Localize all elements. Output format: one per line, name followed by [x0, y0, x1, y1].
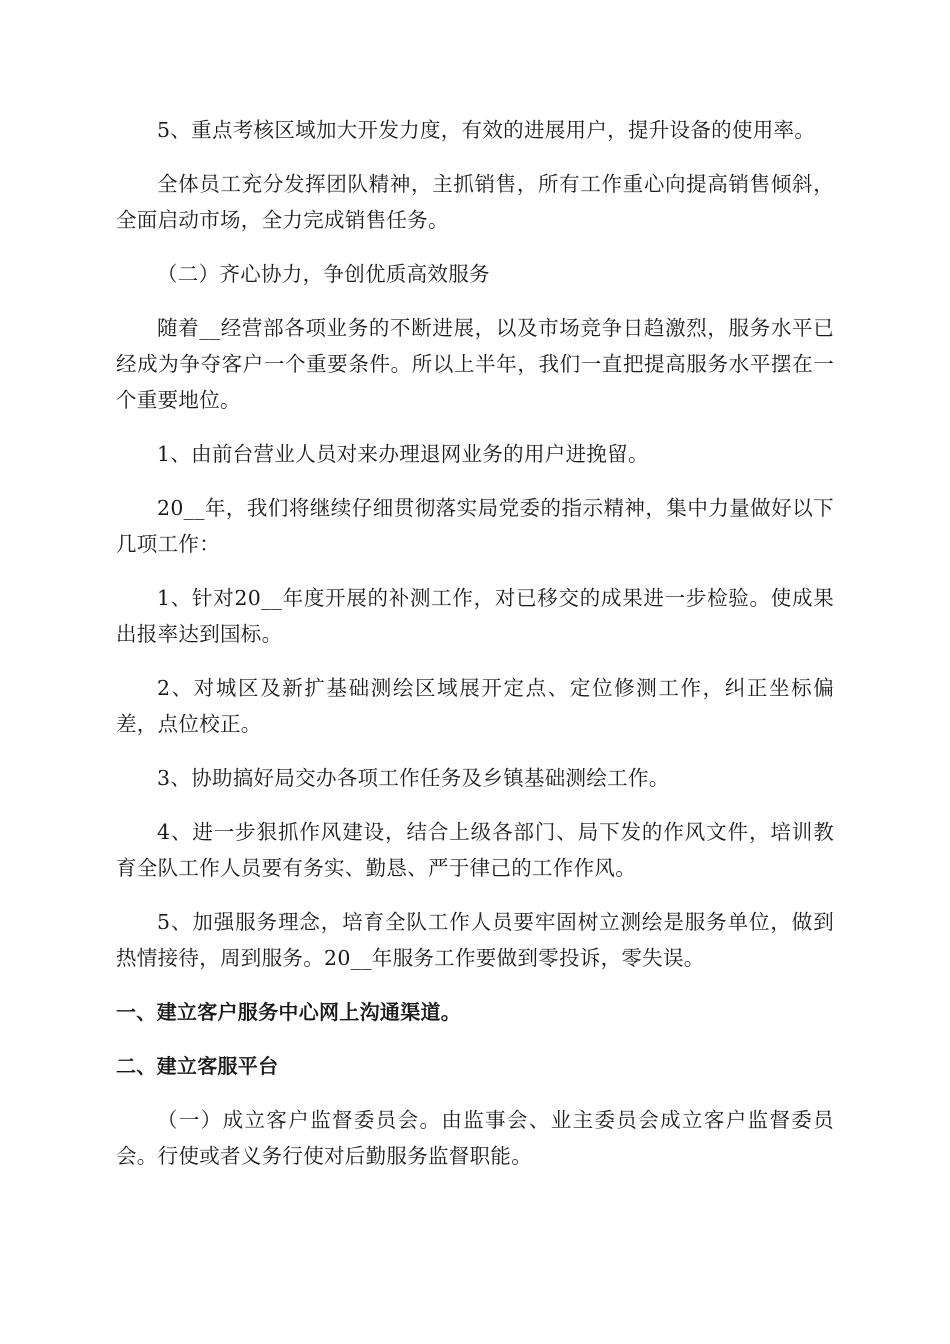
paragraph: 20__年，我们将继续仔细贯彻落实局党委的指示精神，集中力量做好以下几项工作： — [116, 496, 834, 556]
paragraph: （一）成立客户监督委员会。由监事会、业主委员会成立客户监督委员会。行使或者义务行使对后勤服务监督职能。 — [116, 1108, 834, 1168]
paragraph: （二）齐心协力，争创优质高效服务 — [157, 262, 490, 286]
document-page — [116, 112, 834, 1192]
paragraph: 3、协助搞好局交办各项工作任务及乡镇基础测绘工作。 — [157, 766, 670, 790]
paragraph: 5、加强服务理念，培育全队工作人员要牢固树立测绘是服务单位，做到热情接待，周到服务。20__年服务工作要做到零投诉，零失误。 — [116, 910, 834, 970]
paragraph: 4、进一步狠抓作风建设，结合上级各部门、局下发的作风文件，培训教育全队工作人员要有务实、勤恳、严于律己的工作作风。 — [116, 820, 834, 880]
paragraph: 5、重点考核区域加大开发力度，有效的进展用户，提升设备的使用率。 — [157, 118, 816, 142]
paragraph: 全体员工充分发挥团队精神，主抓销售，所有工作重心向提高销售倾斜，全面启动市场，全力完成销售任务。 — [116, 172, 834, 232]
paragraph: 2、对城区及新扩基础测绘区域展开定点、定位修测工作，纠正坐标偏差，点位校正。 — [116, 676, 834, 736]
section-heading: 二、建立客服平台 — [116, 1054, 279, 1078]
paragraph: 随着__经营部各项业务的不断进展，以及市场竞争日趋激烈，服务水平已经成为争夺客户一个重要条件。所以上半年，我们一直把提高服务水平摆在一个重要地位。 — [116, 316, 834, 412]
section-heading: 一、建立客户服务中心网上沟通渠道。 — [116, 1000, 462, 1024]
paragraph: 1、由前台营业人员对来办理退网业务的用户进挽留。 — [157, 442, 649, 466]
paragraph: 1、针对20__年度开展的补测工作，对已移交的成果进一步检验。使成果出报率达到国标。 — [116, 586, 834, 646]
